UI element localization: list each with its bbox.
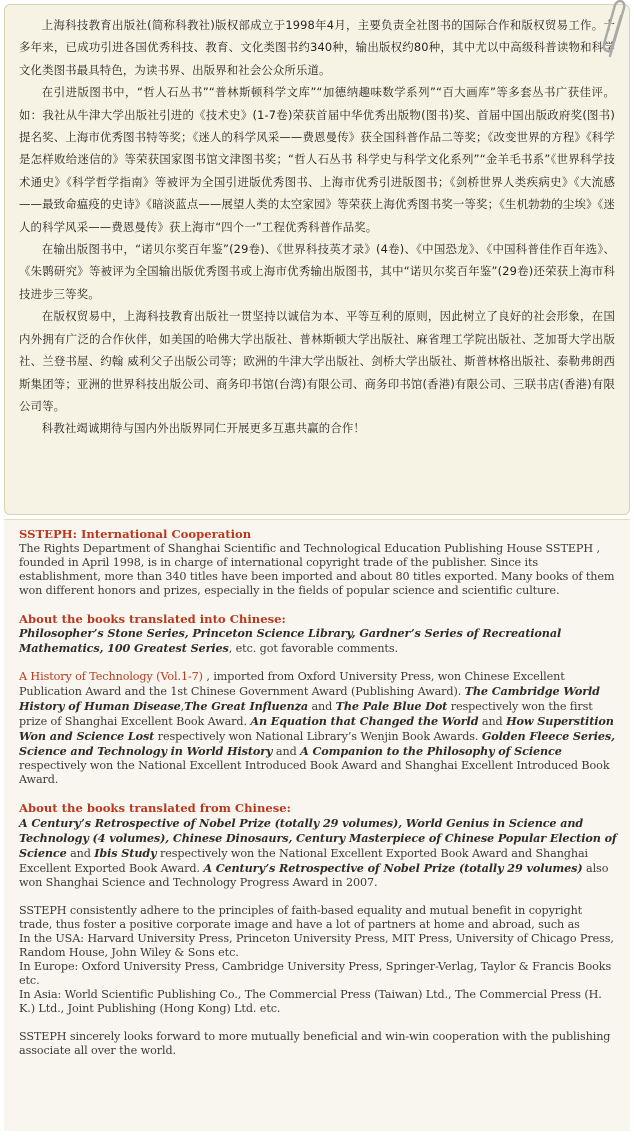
history-title: A History of Technology (Vol.1-7) xyxy=(19,670,203,683)
english-section xyxy=(4,519,630,1131)
cn-paragraph-3: 在输出版图书中，“诺贝尔奖百年鉴”(29卷)、《世界科技英才录》(4卷)、《中国恐龙》、《中国科普佳作百年选》、《朱鹮研究》等被评为全国输出版优秀图书或上海市优秀输出版图书，其中“诺贝尔奖百年鉴”(29卷)还荣获上海市科技进步三等奖。 xyxy=(19,242,615,301)
history-text-5: and xyxy=(478,715,507,728)
history-book-5: How Superstition Won and Science Lost xyxy=(19,714,614,743)
translated-from-paragraph xyxy=(19,816,618,890)
history-book-6: Golden Fleece Series, Science and Technology in World History xyxy=(19,729,615,758)
history-text-3: and xyxy=(308,700,336,713)
translated-into-paragraph xyxy=(19,626,618,656)
english-title: SSTEPH: International Cooperation xyxy=(19,527,252,541)
partners-usa: In the USA: Harvard University Press, Princeton University Press, MIT Press, University of Chicago Press, Random House, John Wiley & Sons etc. xyxy=(19,931,614,959)
history-text-4: respectively won the first prize of Shanghai Excellent Book Award. xyxy=(19,700,593,728)
english-intro: The Rights Department of Shanghai Scientific and Technological Education Publishing House SSTEPH , founded in April 1998, is in charge of international copyright trade of the publisher. Since its establishment, more than 340 titles have been imported and about 80 titles exported. Many books of them won different honors and prizes, especially in the fields of popular science and scientific culture. xyxy=(19,541,615,597)
history-book-3: The Pale Blue Dot xyxy=(335,699,448,713)
exported-books-1: A Century’s Retrospective of Nobel Prize (totally 29 volumes), World Genius in Science and Technology (4 volumes), Chinese Dinosaurs, Century Masterpiece of Chinese Popular Election of Science xyxy=(19,815,617,860)
paperclip-icon xyxy=(600,0,632,62)
exported-text-1: and xyxy=(66,846,95,860)
history-text-7: and xyxy=(272,745,301,758)
history-text-2: , xyxy=(180,700,185,713)
translated-from-heading: About the books translated from Chinese: xyxy=(19,801,291,815)
history-book-4: An Equation that Changed the World xyxy=(250,714,479,728)
exported-books-3: A Century’s Retrospective of Nobel Prize (totally 29 volumes) xyxy=(203,860,583,875)
closing-paragraph: SSTEPH sincerely looks forward to more mutually beneficial and win-win cooperation with the publishing associate all over the world. xyxy=(19,1029,611,1057)
partners-asia: In Asia: World Scientific Publishing Co., The Commercial Press (Taiwan) Ltd., The Commercial Press (H. K.) Ltd., Joint Publishing (Hong Kong) Ltd. etc. xyxy=(19,987,602,1015)
partners-intro: SSTEPH consistently adhere to the principles of faith-based equality and mutual benefit in copyright trade, thus foster a positive corporate image and have a lot of partners at home and abroad, such as xyxy=(19,903,583,931)
series-tail: , etc. got favorable comments. xyxy=(228,642,398,655)
exported-text-3: also won Shanghai Science and Technology Progress Award in 2007. xyxy=(19,861,609,889)
history-book-7: A Companion to the Philosophy of Science xyxy=(300,744,562,758)
cn-paragraph-1: 上海科技教育出版社(简称科教社)版权部成立于1998年4月，主要负责全社图书的国际合作和版权贸易工作。十多年来，已成功引进各国优秀科技、教育、文化类图书约340种，输出版权约80种，其中尤以中高级科普读物和科学文化类图书最具特色，为读书界、出版界和社会公众所乐道。 xyxy=(19,18,615,77)
history-text-6: respectively won National Library’s Wenjin Book Awards. xyxy=(154,730,482,743)
exported-text-2: respectively won the National Excellent Exported Book Award and Shanghai Excellent Exported Book Award. xyxy=(19,846,589,875)
history-text-8: respectively won the National Excellent Introduced Book Award and Shanghai Excellent Introduced Book Award. xyxy=(19,759,610,786)
history-book-1: The Cambridge World History of Human Disease xyxy=(19,684,600,713)
cn-paragraph-4: 在版权贸易中，上海科技教育出版社一贯坚持以诚信为本、平等互利的原则，因此树立了良好的社会形象，在国内外拥有广泛的合作伙伴，如美国的哈佛大学出版社、普林斯顿大学出版社、麻省理工学院出版社、芝加哥大学出版社、兰登书屋、约翰 威利父子出版公司等；欧洲的牛津大学出版社、剑桥大学出版社、斯普林格出版社、泰勒弗朗西斯集团等；亚洲的世界科技出版公司、商务印书馆(台湾)有限公司、商务印书馆(香港)有限公司、三联书店(香港)有限公司等。 xyxy=(19,309,615,413)
chinese-section xyxy=(4,4,630,515)
exported-books-2: Ibis Study xyxy=(94,845,157,860)
history-book-2: The Great Influenza xyxy=(184,699,309,713)
partners-europe: In Europe: Oxford University Press, Cambridge University Press, Springer-Verlag, Taylor & Francis Books etc. xyxy=(19,959,612,987)
series-titles: Philosopher’s Stone Series, Princeton Science Library, Gardner’s Series of Recreational Mathematics, 100 Greatest Series xyxy=(19,626,562,655)
history-paragraph xyxy=(19,670,618,787)
translated-into-heading: About the books translated into Chinese: xyxy=(19,611,286,626)
cn-paragraph-2: 在引进版图书中，“哲人石丛书”“普林斯顿科学文库”“加德纳趣味数学系列”“百大画库”等多套丛书广获佳评。如：我社从牛津大学出版社引进的《技术史》(1-7卷)荣获首届中华优秀出版物(图书)奖、首届中国出版政府奖(图书)提名奖、上海市优秀图书特等奖；《迷人的科学风采——费恩曼传》获全国科普作品二等奖；《改变世界的方程》《科学是怎样败给迷信的》等荣获国家图书馆文津图书奖；“哲人石丛书 科学史与科学文化系列”“金羊毛书系”《世界科学技术通史》《科学哲学指南》等被评为全国引进版优秀图书、上海市优秀引进版图书；《剑桥世界人类疾病史》《大流感——最致命瘟疫的史诗》《暗淡蓝点——展望人类的太空家园》等荣获上海优秀图书奖一等奖；《生机勃勃的尘埃》《迷人的科学风采——费恩曼传》获上海市“四个一”工程优秀科普作品奖。 xyxy=(19,85,615,234)
history-text-1: , imported from Oxford University Press, won Chinese Excellent Publication Award and the 1st Chinese Government Award (Publishing Award). xyxy=(19,670,565,698)
cn-paragraph-5: 科教社竭诚期待与国内外出版界同仁开展更多互惠共赢的合作！ xyxy=(41,421,365,436)
